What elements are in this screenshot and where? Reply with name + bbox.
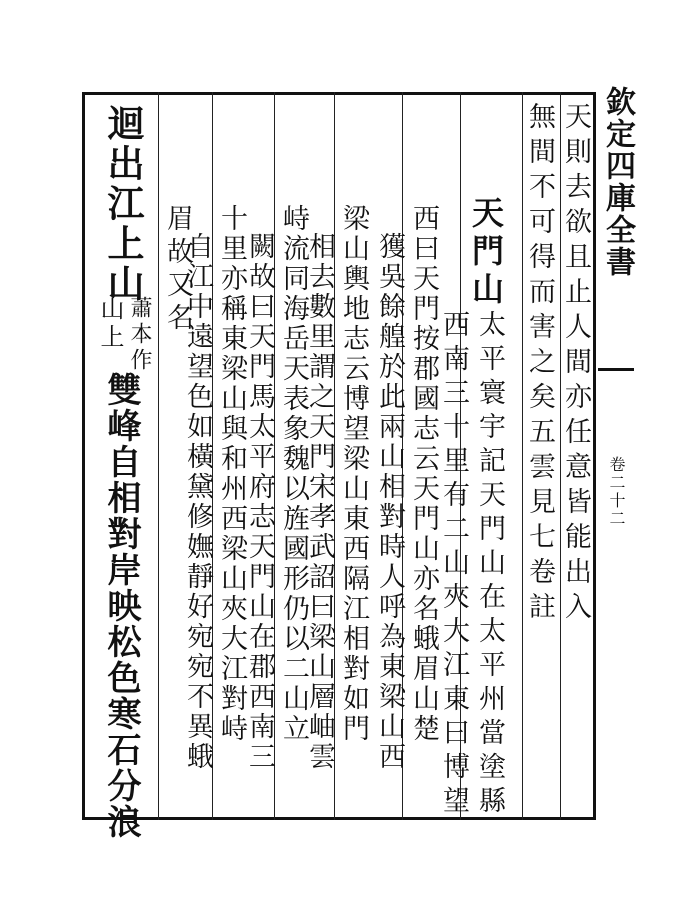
- header-mark: [598, 368, 634, 371]
- text-column: 無間不可得而害之矣五雲見七卷註: [524, 102, 555, 627]
- volume-label: 卷二十二: [607, 456, 626, 528]
- text-column: 十里亦稱東梁山與和州西梁山夾大江對峙: [216, 204, 247, 744]
- variant-note: 山上: [96, 296, 124, 352]
- text-column: 自江中遠望色如橫黛修嫵靜好宛宛不異蛾: [182, 232, 213, 772]
- variant-note: 蕭本作: [127, 296, 152, 374]
- poem-line: 雙峰自相對岸映松色寒石分浪: [101, 372, 141, 840]
- text-column: 闕故曰天門馬太平府志天門山在郡西南三: [244, 232, 275, 772]
- text-column: 峙流同海岳天表象魏以旌國形仍以二山立: [278, 204, 309, 744]
- column-rule: [158, 92, 159, 820]
- text-column: 獲吳餘艎於此兩山相對時人呼為東梁山西: [374, 232, 405, 772]
- text-column: 眉故又名: [162, 204, 193, 336]
- entry-heading: 天門山: [467, 196, 505, 310]
- margin-header: [598, 86, 638, 786]
- text-column: 梁山輿地志云博望梁山東西隔江相對如門: [338, 204, 369, 744]
- poem-line: 迴出江上山: [101, 104, 145, 304]
- library-title: 欽定四庫全書: [600, 86, 635, 278]
- text-column: 相去數里謂之天門宋孝武詔曰梁山層岫雲: [304, 232, 335, 772]
- column-rule: [522, 92, 523, 820]
- text-column: 西南三十里有二山夾大江東曰博望: [438, 310, 469, 820]
- text-column: 太平寰宇記天門山在太平州當塗縣: [474, 310, 505, 820]
- text-column: 天則去欲且止人間亦任意皆能出入: [560, 102, 591, 627]
- text-column: 西曰天門按郡國志云天門山亦名蛾眉山楚: [408, 204, 439, 744]
